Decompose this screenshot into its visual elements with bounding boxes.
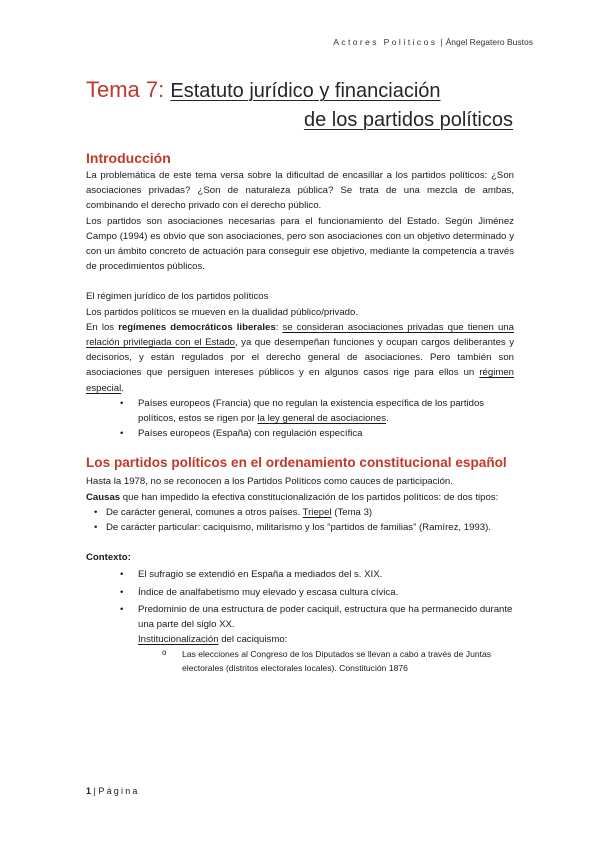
contexto-heading: Contexto: <box>86 552 131 564</box>
page-label: Página <box>98 786 140 796</box>
regimen-list <box>120 396 514 442</box>
list-item: • El sufragio se extendió en España a mediados del s. XIX. <box>120 567 514 582</box>
title-line-2: de los partidos políticos <box>303 109 513 131</box>
spacer <box>86 535 514 550</box>
ordenamiento-heading: Los partidos políticos en el ordenamiento constitucional español <box>86 455 507 471</box>
regimen-line-1: Los partidos políticos se mueven en la dualidad público/privado. <box>86 306 358 318</box>
page-header <box>333 37 533 47</box>
intro-paragraph-1: La problemática de este tema versa sobre la dificultad de encasillar a los partidos políticos: ¿Son asociaciones privadas? ¿Son de naturaleza pública? Se trata de una mezcla de ambas, combinando el derecho privado con el derecho público. <box>86 170 514 212</box>
list-item: • De carácter particular: caciquismo, militarismo y los “partidos de familias” (Ramírez, 1993). <box>94 520 514 535</box>
sub-list-item: o Las elecciones al Congreso de los Diputados se llevan a cabo a través de Juntas electorales (distritos electorales locales). Constitución 1876 <box>162 647 514 675</box>
page-title <box>86 76 441 105</box>
causas-list <box>94 505 514 535</box>
intro-paragraph-2: Los partidos son asociaciones necesarias para el funcionamiento del Estado. Según Jiménez Campo (1994) es obvio que son asociaciones, pero son asociaciones con un objetivo determinado y con un ámbito concreto de actuación para conseguir ese objetivo, mediante la competencia a través de procedimientos públicos. <box>86 215 514 273</box>
causas-paragraph: Causas que han impedido la efectiva constitucionalización de los partidos políticos: de dos tipos: <box>86 491 499 503</box>
list-item: • De carácter general, comunes a otros países. Triepel (Tema 3) <box>94 505 514 520</box>
ordenamiento-line-1: Hasta la 1978, no se reconocen a los Partidos Políticos como cauces de participación. <box>86 476 453 488</box>
document-body <box>86 148 514 675</box>
regimen-title: El régimen jurídico de los partidos políticos <box>86 291 269 303</box>
list-item: • Índice de analfabetismo muy elevado y escasa cultura cívica. <box>120 585 514 600</box>
contexto-list <box>120 567 514 675</box>
list-item: • Países europeos (Francia) que no regulan la existencia específica de los partidos políticos, estos se rigen por la ley general de asociaciones. <box>120 396 514 426</box>
list-item: • Países europeos (España) con regulación específica <box>120 426 514 441</box>
spacer <box>86 274 514 289</box>
footer-separator: | <box>93 786 96 796</box>
title-line-1: Estatuto jurídico y financiación <box>170 80 441 102</box>
sub-list <box>162 647 514 675</box>
list-item: • Predominio de una estructura de poder caciquil, estructura que ha permanecido durante una parte del siglo XX. Institucionalización del caciquismo: o Las elecciones al Congreso de los Diputados se llevan a cabo a través de Juntas electorales (distritos electorales locales). Constitución 1876 <box>120 602 514 676</box>
header-separator: | <box>440 37 443 47</box>
page-footer <box>86 786 140 796</box>
regimen-paragraph: En los regímenes democráticos liberales: se consideran asociaciones privadas que tienen una relación privilegiada con el Estado, ya que desempeñan funciones y ocupan cargos deliberantes y decisorios, y están regulados por el derecho general de asociaciones. Pero también son asociaciones que persiguen intereses públicos y en algunos casos rige para ellos un régimen especial. <box>86 321 515 394</box>
course-name: Actores Políticos <box>333 37 438 47</box>
author-name: Ángel Regatero Bustos <box>445 37 533 47</box>
intro-heading: Introducción <box>86 150 171 166</box>
topic-number: Tema 7: <box>86 77 165 102</box>
page-number: 1 <box>86 786 92 796</box>
